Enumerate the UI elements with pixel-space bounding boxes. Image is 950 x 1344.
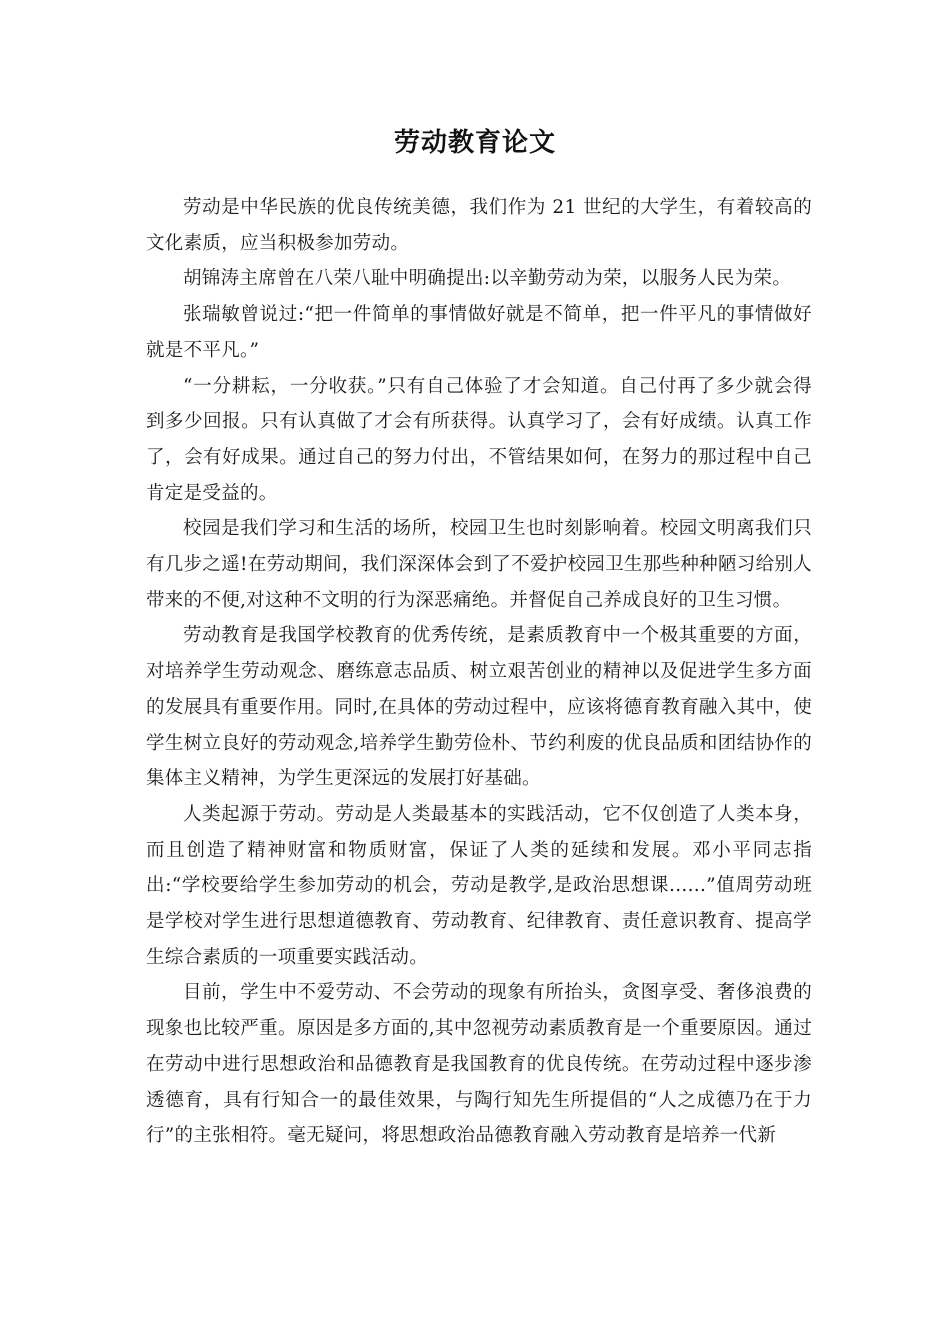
paragraph-4: “一分耕耘，一分收获。”只有自己体验了才会知道。自己付再了多少就会得到多少回报。只有认真做了才会有所获得。认真学习了，会有好成绩。认真工作了，会有好成果。通过自己的努力付出，不管结果如何，在努力的那过程中自己肯定是受益的。 [146,375,812,504]
paragraph-8: 目前，学生中不爱劳动、不会劳动的现象有所抬头，贪图享受、奢侈浪费的现象也比较严重。原因是多方面的,其中忽视劳动素质教育是一个重要原因。通过在劳动中进行思想政治和品德教育是我国教育的优良传统。在劳动过程中逐步渗透德育，具有行知合一的最佳效果，与陶行知先生所提倡的“人之成德乃在于力行”的主张相符。毫无疑问，将思想政治品德教育融入劳动教育是培养一代新 [146,982,812,1147]
document-title: 劳动教育论文 [393,128,556,158]
paragraph-5: 校园是我们学习和生活的场所，校园卫生也时刻影响着。校园文明离我们只有几步之遥!在劳动期间，我们深深体会到了不爱护校园卫生那些种种陋习给别人带来的不便,对这种不文明的行为深恶痛绝。并督促自己养成良好的卫生习惯。 [146,518,812,611]
paragraph-3: 张瑞敏曾说过:“把一件简单的事情做好就是不简单，把一件平凡的事情做好就是不平凡。” [146,304,812,361]
paragraph-7: 人类起源于劳动。劳动是人类最基本的实践活动，它不仅创造了人类本身，而且创造了精神财富和物质财富，保证了人类的延续和发展。邓小平同志指出:“学校要给学生参加劳动的机会，劳动是教学,是政治思想课......”值周劳动班是学校对学生进行思想道德教育、劳动教育、纪律教育、责任意识教育、提高学生综合素质的一项重要实践活动。 [146,803,812,968]
paragraph-1: 劳动是中华民族的优良传统美德，我们作为 21 世纪的大学生，有着较高的文化素质，应当积极参加劳动。 [146,197,812,254]
paragraph-6: 劳动教育是我国学校教育的优秀传统，是素质教育中一个极其重要的方面，对培养学生劳动观念、磨练意志品质、树立艰苦创业的精神以及促进学生多方面的发展具有重要作用。同时,在具体的劳动过程中，应该将德育教育融入其中，使学生树立良好的劳动观念,培养学生勤劳俭朴、节约利废的优良品质和团结协作的集体主义精神，为学生更深远的发展打好基础。 [146,625,812,790]
document-body [146,190,812,1154]
paragraph-2: 胡锦涛主席曾在八荣八耻中明确提出:以辛勤劳动为荣，以服务人民为荣。 [183,268,792,290]
